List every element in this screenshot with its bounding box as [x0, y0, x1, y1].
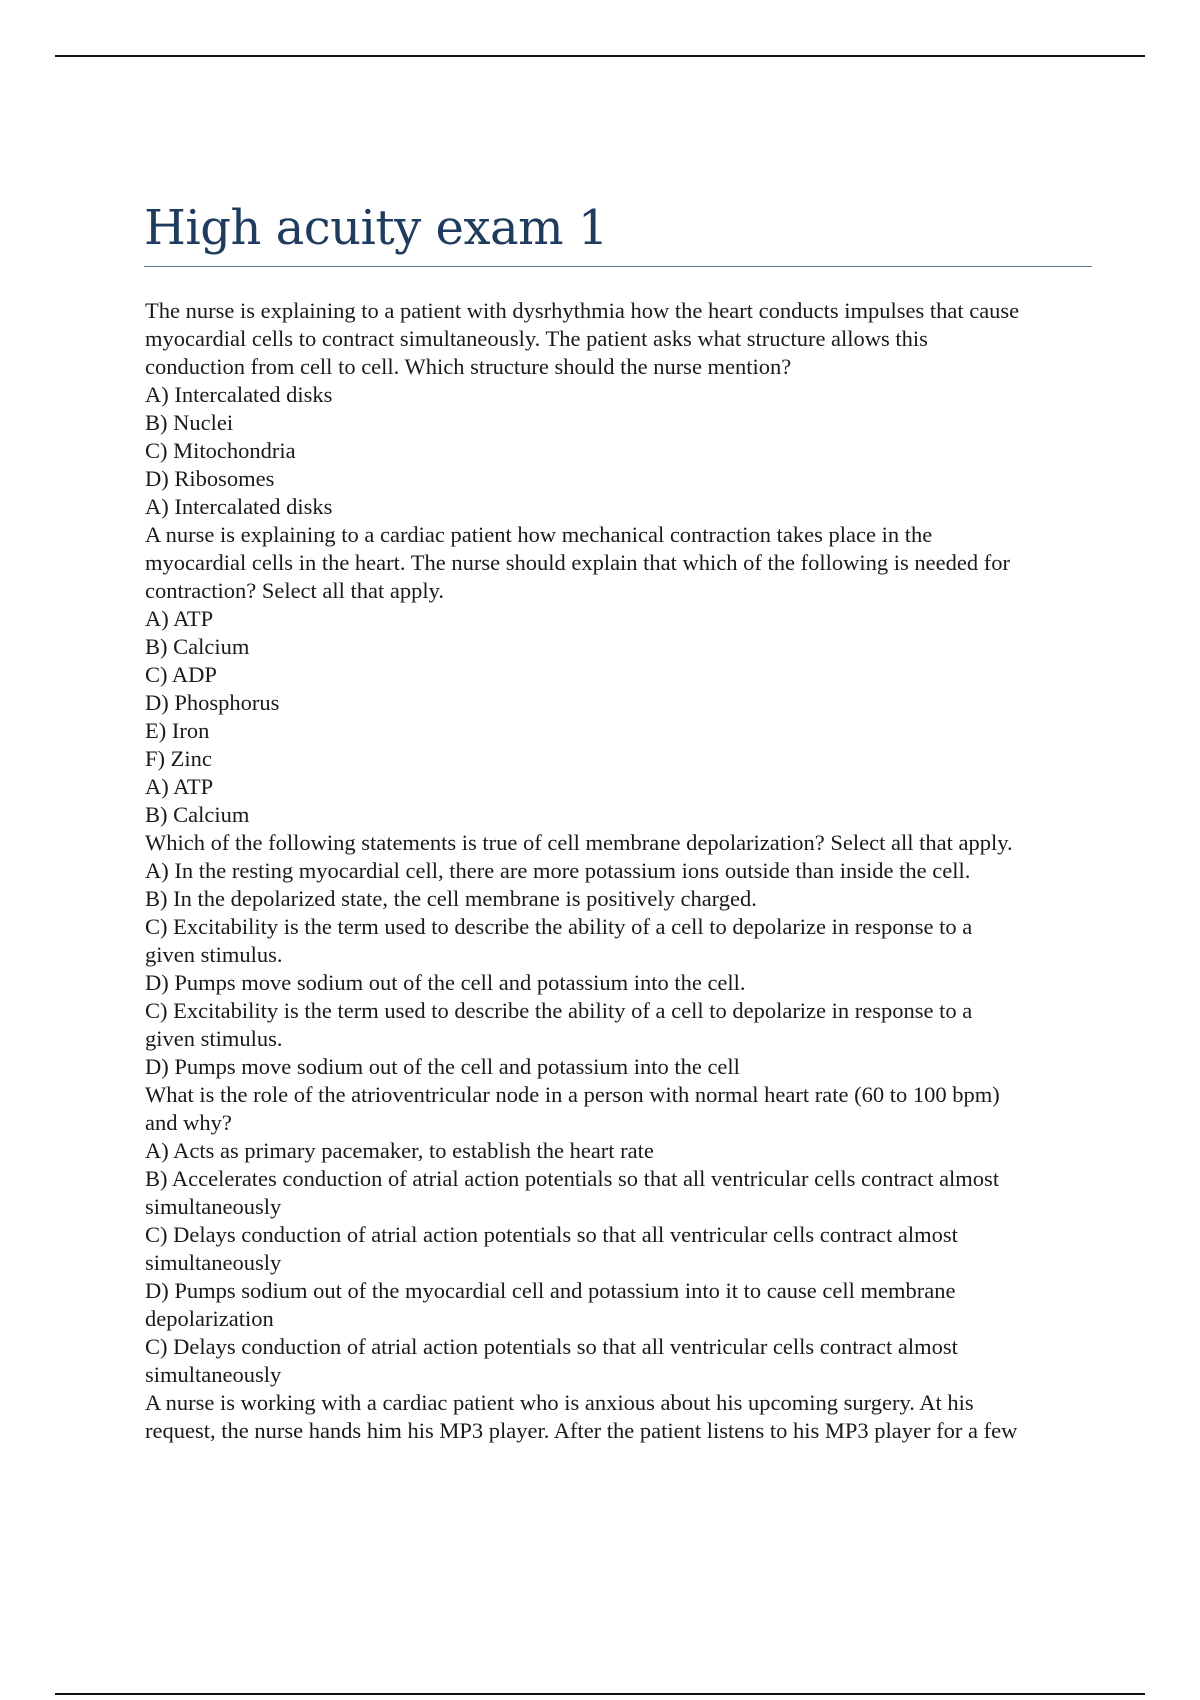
text-line: What is the role of the atrioventricular node in a person with normal heart rate (60 to 100 bpm): [145, 1082, 1000, 1107]
text-line: D) Ribosomes: [145, 466, 275, 491]
footer-rule: [55, 1693, 1145, 1695]
text-line: C) Delays conduction of atrial action potentials so that all ventricular cells contract almost: [145, 1222, 958, 1247]
text-line: A) Acts as primary pacemaker, to establish the heart rate: [145, 1138, 654, 1163]
text-line: A) Intercalated disks: [145, 494, 333, 519]
text-line: A nurse is explaining to a cardiac patient how mechanical contraction takes place in the: [145, 522, 933, 547]
text-line: given stimulus.: [145, 942, 283, 967]
text-line: B) Calcium: [145, 634, 250, 659]
document-title: High acuity exam 1: [144, 200, 608, 256]
text-line: A) In the resting myocardial cell, there are more potassium ions outside than inside the cell.: [145, 858, 971, 883]
text-line: E) Iron: [145, 718, 210, 743]
title-underline: [144, 266, 1092, 267]
text-line: C) Excitability is the term used to describe the ability of a cell to depolarize in response to a: [145, 914, 973, 939]
text-line: C) Delays conduction of atrial action potentials so that all ventricular cells contract almost: [145, 1334, 958, 1359]
text-line: D) Phosphorus: [145, 690, 280, 715]
text-line: F) Zinc: [145, 746, 212, 771]
text-line: simultaneously: [145, 1194, 282, 1219]
text-line: A nurse is working with a cardiac patient who is anxious about his upcoming surgery. At his: [145, 1390, 974, 1415]
text-line: B) In the depolarized state, the cell membrane is positively charged.: [145, 886, 757, 911]
text-line: myocardial cells to contract simultaneously. The patient asks what structure allows this: [145, 326, 928, 351]
document-body: [145, 297, 1097, 1445]
text-line: The nurse is explaining to a patient with dysrhythmia how the heart conducts impulses that cause: [145, 298, 1020, 323]
text-line: A) ATP: [145, 774, 214, 799]
text-line: A) ATP: [145, 606, 214, 631]
text-line: D) Pumps sodium out of the myocardial cell and potassium into it to cause cell membrane: [145, 1278, 956, 1303]
text-line: C) Excitability is the term used to describe the ability of a cell to depolarize in response to a: [145, 998, 973, 1023]
text-line: and why?: [145, 1110, 232, 1135]
text-line: B) Nuclei: [145, 410, 234, 435]
text-line: myocardial cells in the heart. The nurse should explain that which of the following is needed for: [145, 550, 1010, 575]
text-line: simultaneously: [145, 1250, 282, 1275]
text-line: C) Mitochondria: [145, 438, 296, 463]
text-line: Which of the following statements is true of cell membrane depolarization? Select all that apply.: [145, 830, 1013, 855]
text-line: contraction? Select all that apply.: [145, 578, 445, 603]
text-line: request, the nurse hands him his MP3 player. After the patient listens to his MP3 player for a few: [145, 1418, 1018, 1443]
text-line: B) Accelerates conduction of atrial action potentials so that all ventricular cells contract almost: [145, 1166, 1000, 1191]
text-line: A) Intercalated disks: [145, 382, 333, 407]
text-line: D) Pumps move sodium out of the cell and potassium into the cell.: [145, 970, 746, 995]
text-line: given stimulus.: [145, 1026, 283, 1051]
text-line: C) ADP: [145, 662, 217, 687]
text-line: B) Calcium: [145, 802, 250, 827]
header-rule: [55, 55, 1145, 57]
text-line: depolarization: [145, 1306, 274, 1331]
text-line: D) Pumps move sodium out of the cell and potassium into the cell: [145, 1054, 740, 1079]
text-line: simultaneously: [145, 1362, 282, 1387]
text-line: conduction from cell to cell. Which structure should the nurse mention?: [145, 354, 792, 379]
